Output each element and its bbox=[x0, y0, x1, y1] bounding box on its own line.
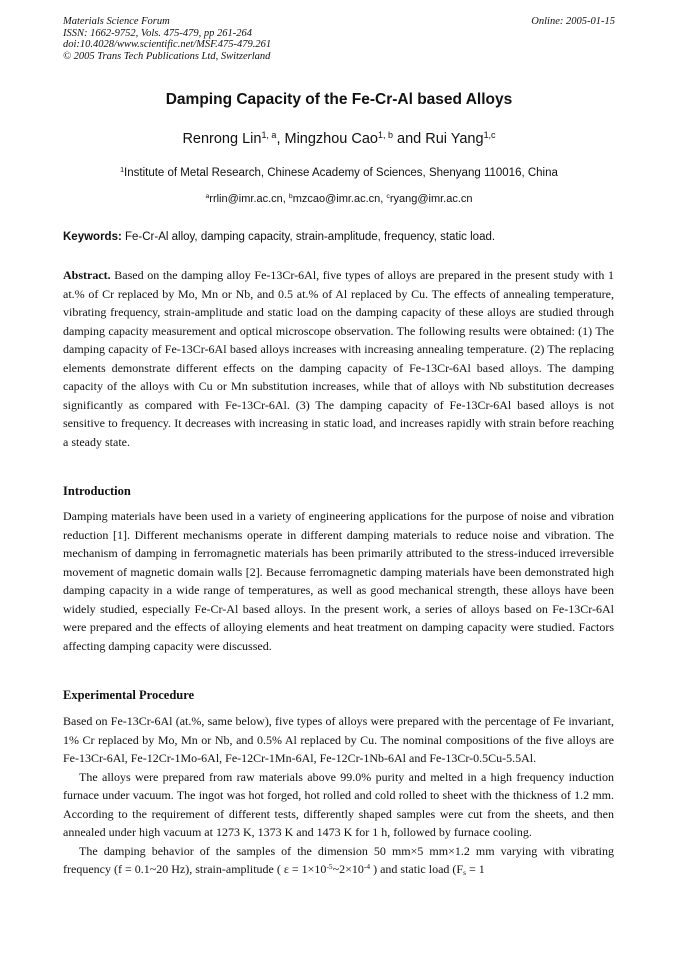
paragraph: Damping materials have been used in a variety of engineering applications for the purpose of noise and vibration reduction [1]. Different mechanisms operate in different damping materials to reduce noise and vibration. The mechanism of damping in ferromagnetic materials has been primarily attributed to the stress-induced irreversible movement of magnetic domain walls [2]. Because ferromagnetic damping materials have been demonstrated high damping capacity in a wide range of temperatures, as well as good mechanical strength, these alloys have been widely studied, especially Fe-Cr-Al based alloys. In the present work, a series of alloys based on Fe-13Cr-6Al were prepared and the effects of alloying elements and heat treatment on damping capacity were studied. Factors affecting damping capacity were discussed. bbox=[63, 509, 614, 653]
email-mark: a bbox=[205, 193, 210, 201]
affiliation-mark: 1 bbox=[120, 166, 125, 175]
keywords-text: Fe-Cr-Al alloy, damping capacity, strain-amplitude, frequency, static load. bbox=[121, 231, 496, 243]
subscript: s bbox=[463, 867, 466, 877]
exponent: -5 bbox=[326, 861, 333, 871]
paragraph: Based on Fe-13Cr-6Al (at.%, same below), five types of alloys were prepared with the percentage of Fe invariant, 1% Cr replaced by Mo, Mn or Nb, and 0.5% Al replaced by Cu. The nominal compositions of the five alloys are Fe-13Cr-6Al, Fe-12Cr-1Mo-6Al, Fe-12Cr-1Mn-6Al, Fe-12Cr-1Nb-6Al and Fe-13Cr-0.5Cu-5.5Al. bbox=[63, 714, 614, 765]
author-affil-mark: 1, a bbox=[261, 130, 277, 141]
author-emails bbox=[0, 193, 678, 205]
email-link[interactable]: ryang@imr.ac.cn bbox=[389, 193, 473, 205]
affiliation bbox=[0, 167, 678, 179]
keywords bbox=[63, 231, 614, 243]
copyright-line: © 2005 Trans Tech Publications Ltd, Switzerland bbox=[63, 50, 271, 62]
text-run: ) and static load (F bbox=[370, 862, 464, 876]
email-mark: c bbox=[386, 193, 390, 201]
author-separator: , bbox=[276, 131, 285, 147]
paper-title: Damping Capacity of the Fe-Cr-Al based Alloys bbox=[165, 91, 513, 108]
journal-name: Materials Science Forum bbox=[63, 16, 170, 27]
affiliation-text: Institute of Metal Research, Chinese Academy of Sciences, Shenyang 110016, China bbox=[124, 167, 558, 179]
author-name: Mingzhou Cao bbox=[284, 131, 378, 147]
paragraph bbox=[63, 842, 614, 879]
text-run: = 1 bbox=[466, 862, 485, 876]
text-run: The damping behavior of the samples of the dimension 50 mm×5 mm×1.2 mm varying with vibrating frequency (f = 0.1~20 Hz), strain-amplitude ( ε = 1×10 bbox=[63, 843, 614, 876]
section-heading-experimental: Experimental Procedure bbox=[63, 688, 195, 702]
section-heading-introduction: Introduction bbox=[63, 484, 131, 498]
doi-line: doi:10.4028/www.scientific.net/MSF.475-479.261 bbox=[63, 39, 272, 50]
email-mark: b bbox=[288, 193, 293, 201]
author-affil-mark: 1, b bbox=[378, 130, 393, 141]
abstract-text: Based on the damping alloy Fe-13Cr-6Al, five types of alloys are prepared in the present study with 1 at.% of Cr replaced by Mo, Mn or Nb, and 0.5 at.% of Al replaced by Cu. The effects of annealing temperature, vibrating frequency, strain-amplitude and static load on the damping capacity of these alloys are studied through damping capacity measurement and optical microscope observation. The following results were obtained: (1) The damping capacity of Fe-13Cr-6Al based alloys increases with increasing annealing temperature. (2) The replacing elements demonstrate different effects on the damping capacity of Fe-13Cr-6Al based alloys. The damping capacity of the alloys with Cu or Mn substitution increases, while that of alloys with Nb substitution decreases significantly as compared with Fe-13Cr-6Al. (3) The damping capacity of Fe-13Cr-6Al based alloys is not sensitive to frequency. It decreases with increasing in static load, and increases rapidly with strain before reaching a steady state. bbox=[63, 268, 614, 449]
author-separator: and bbox=[393, 131, 426, 147]
abstract-label: Abstract. bbox=[63, 268, 111, 282]
author-list bbox=[0, 131, 678, 147]
author-name: Renrong Lin bbox=[182, 131, 262, 147]
experimental-body bbox=[63, 712, 614, 879]
paragraph: The alloys were prepared from raw materials above 99.0% purity and melted in a high frequency induction furnace under vacuum. The ingot was hot forged, hot rolled and cold rolled to sheet with the thickness of 1.2 mm. According to the requirement of different tests, differently shaped samples were cut from the sheets, and then annealed under high vacuum at 1273 K, 1373 K and 1473 K for 1 h, followed by furnace cooling. bbox=[63, 769, 614, 839]
abstract bbox=[63, 266, 614, 451]
introduction-body bbox=[63, 507, 614, 655]
author-affil-mark: 1,c bbox=[483, 130, 496, 141]
issn-line: ISSN: 1662-9752, Vols. 475-479, pp 261-264 bbox=[63, 27, 252, 39]
keywords-label: Keywords: bbox=[63, 231, 122, 243]
text-run: ~2×10 bbox=[332, 862, 364, 876]
journal-header bbox=[63, 16, 615, 62]
email-link[interactable]: mzcao@imr.ac.cn, bbox=[292, 193, 387, 205]
author-name: Rui Yang bbox=[425, 131, 484, 147]
exponent: -4 bbox=[363, 861, 371, 871]
online-date: Online: 2005-01-15 bbox=[531, 16, 615, 27]
email-link[interactable]: rrlin@imr.ac.cn, bbox=[209, 193, 289, 205]
